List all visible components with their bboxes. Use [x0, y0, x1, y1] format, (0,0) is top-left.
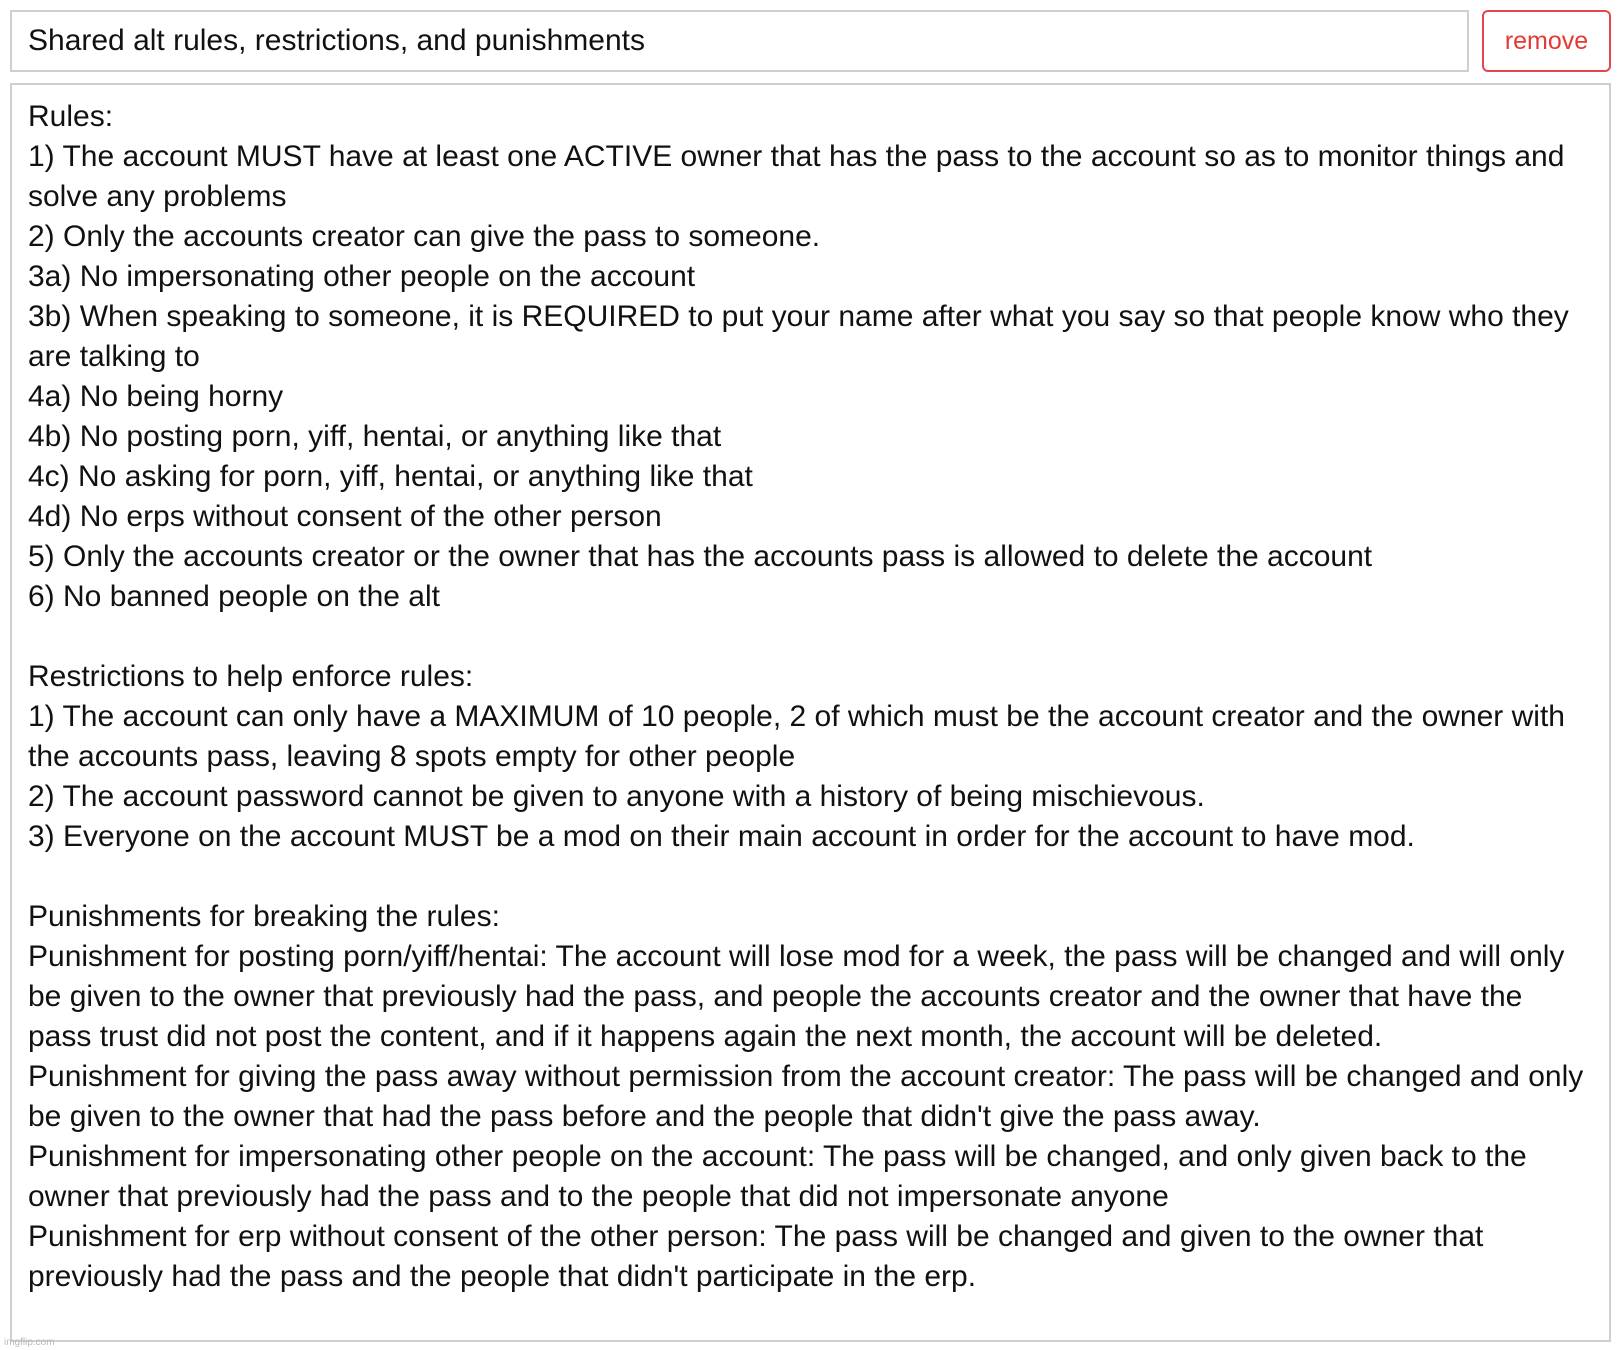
remove-button[interactable]: remove [1482, 10, 1611, 72]
imgflip-watermark: imgflip.com [4, 1337, 55, 1348]
rules-textarea[interactable] [10, 83, 1611, 1342]
title-input[interactable] [10, 10, 1469, 72]
